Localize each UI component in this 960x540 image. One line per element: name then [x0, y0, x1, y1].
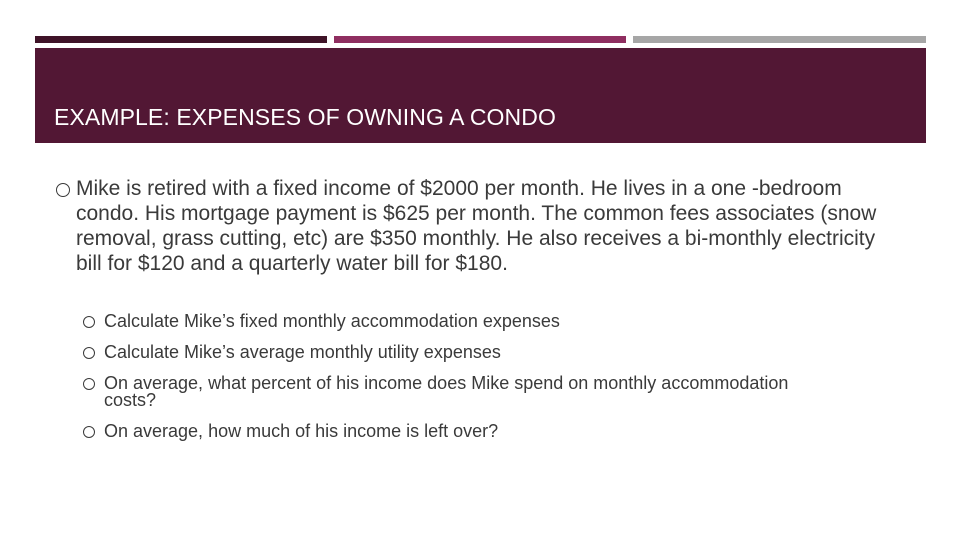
sub-bullet-text: Calculate Mike’s average monthly utility expenses	[104, 342, 501, 362]
sub-bullet	[83, 344, 823, 361]
hollow-circle-bullet-icon	[56, 183, 70, 197]
sub-bullet	[83, 423, 823, 440]
hollow-circle-bullet-icon	[83, 378, 95, 390]
hollow-circle-bullet-icon	[83, 347, 95, 359]
main-bullet	[56, 176, 916, 276]
main-bullet-text: Mike is retired with a fixed income of $2000 per month. He lives in a one -bedroom condo. His mortgage payment is $625 per month. The common fees associates (snow removal, grass cutting, etc) are $350 monthly. He also receives a bi-monthly electricity bill for $120 and a quarterly water bill for $180.	[76, 177, 877, 275]
sub-bullet-text: Calculate Mike’s fixed monthly accommodation expenses	[104, 311, 560, 331]
sub-bullet-list	[83, 313, 823, 454]
sub-bullet-text: On average, what percent of his income does Mike spend on monthly accommodation costs?	[104, 373, 789, 410]
sub-bullet	[83, 313, 823, 330]
hollow-circle-bullet-icon	[83, 426, 95, 438]
accent-bar-plum	[334, 36, 626, 43]
accent-bar-dark	[35, 36, 327, 43]
title-band	[35, 48, 926, 143]
accent-bar-gray	[633, 36, 926, 43]
slide-title: EXAMPLE: EXPENSES OF OWNING A CONDO	[54, 104, 556, 130]
sub-bullet-text: On average, how much of his income is left over?	[104, 421, 499, 441]
slide-body	[56, 176, 916, 276]
hollow-circle-bullet-icon	[83, 316, 95, 328]
sub-bullet	[83, 375, 823, 409]
